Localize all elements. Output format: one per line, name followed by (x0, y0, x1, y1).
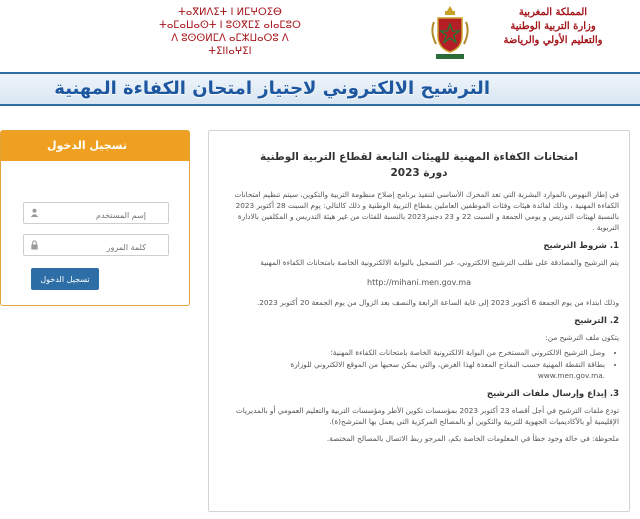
list-item (219, 359, 605, 381)
application-dates: وذلك ابتداء من يوم الجمعة 6 أكتوبر 2023 إلى غاية الساعة الرابعة والنصف بعد الزوال من يوم الجمعة 20 أكتوبر 2023. (256, 298, 619, 307)
login-button[interactable]: تسجيل الدخول (31, 268, 99, 290)
password-field[interactable] (23, 234, 169, 256)
tifinagh-line: ⴷ ⵓⵙⵙⵍⵎⴷ ⴰⵎⵣⵡⴰⵔⵓ ⴷ ⵜⵉⵏⵏⴰⵖⵉⵏ (171, 33, 289, 57)
portal-link[interactable]: http://mihani.men.gov.ma (367, 278, 471, 287)
section-heading-conditions: 1. شروط الترشيح (543, 241, 619, 251)
arabic-line: المملكة المغربية (518, 7, 588, 18)
intro-paragraph: في إطار النهوض بالموارد البشرية التي تعد المحرك الأساسي لتنفيذ برنامج إصلاح منظومة التربية والتكوين، سيتم تنظيم امتحانات الكفاءة المهنية ، وذلك لفائدة هيئات وفئات الموظفين العاملين بقطاع التربية الوطنية و ذلك كالتالي: يوم السبت 28 أكتوبر 2023 بالنسبة لهيئات التدريس و يومي الجمعة و السبت 22 و 23 دجنبر2023 بالنسبة للفئات من غير هيئة التدريس و المكلفين بالادارة التربوية . (234, 190, 619, 232)
login-heading: تسجيل الدخول (1, 131, 189, 161)
username-field[interactable] (23, 202, 169, 224)
tifinagh-line: ⵜⴰⵎⴰⵡⴰⵙⵜ ⵏ ⵓⵙⴳⵎⵉ ⴰⵏⴰⵎⵓⵔ (159, 20, 301, 31)
lock-icon (30, 240, 40, 250)
login-panel (0, 130, 190, 306)
application-file-list (219, 347, 619, 381)
ministry-name-tifinagh (150, 6, 310, 58)
password-input[interactable] (24, 238, 168, 258)
page-header (0, 0, 640, 78)
announcement-panel (208, 130, 630, 512)
ministry-site-link[interactable]: www.men.gov.ma. (537, 371, 605, 380)
note-text: ملحوظة: في حالة وجود خطأ في المعلومات الخاصة بكم، المرجو ربط الاتصال بالمصالح المختصة. (326, 434, 619, 443)
page-title: الترشيح الالكتروني لاجتياز امتحان الكفاءة المهنية (54, 78, 490, 99)
arabic-line: وزارة التربية الوطنية (510, 21, 596, 32)
list-item-text: بطاقة النقطة المهنية حسب النماذج المعدة لهذا الغرض، والتي يمكن سحبها من الموقع الالكتروني للوزارة (290, 360, 605, 369)
conditions-text: يتم الترشيح والمصادقة على طلب الترشيح الالكتروني، عبر التسجيل بالبوابة الالكترونية الخاصة بامتحانات الكفاءة المهنية (260, 258, 619, 267)
session-year: دورة 2023 (390, 167, 448, 179)
tifinagh-line: ⵜⴰⴳⵍⴷⵉⵜ ⵏ ⵍⵎⵖⵔⵉⴱ (178, 7, 282, 18)
list-item: • وصل الترشيح الالكتروني المستخرج من البوابة الالكترونية الخاصة بامتحانات الكفاءة المهنية؛ (219, 347, 605, 358)
application-intro: يتكون ملف الترشيح من: (545, 333, 619, 342)
announcement-title: امتحانات الكفاءة المهنية للهيئات التابعة لقطاع التربية الوطنية (259, 151, 579, 163)
title-banner (0, 72, 640, 106)
ministry-name-arabic (478, 6, 628, 48)
kingdom-emblem-icon (428, 4, 472, 62)
user-icon (30, 208, 40, 218)
username-input[interactable] (24, 206, 168, 226)
submission-text: تودع ملفات الترشيح في أجل أقصاه 23 أكتوبر 2023 بمؤسسات تكوين الأطر ومؤسسات التربية والتعليم العمومي أو بالمديريات الإقليمية أو بالأكاديميات الجهوية للتربية والتكوين أو بالمصالح المركزية التي يعمل بها المترشح(ة). (235, 406, 619, 426)
section-heading-application: 2. الترشيح (574, 316, 619, 326)
arabic-line: والتعليم الأولي والرياضة (503, 35, 603, 46)
section-heading-submission: 3. إيداع وإرسال ملفات الترشيح (486, 389, 619, 399)
